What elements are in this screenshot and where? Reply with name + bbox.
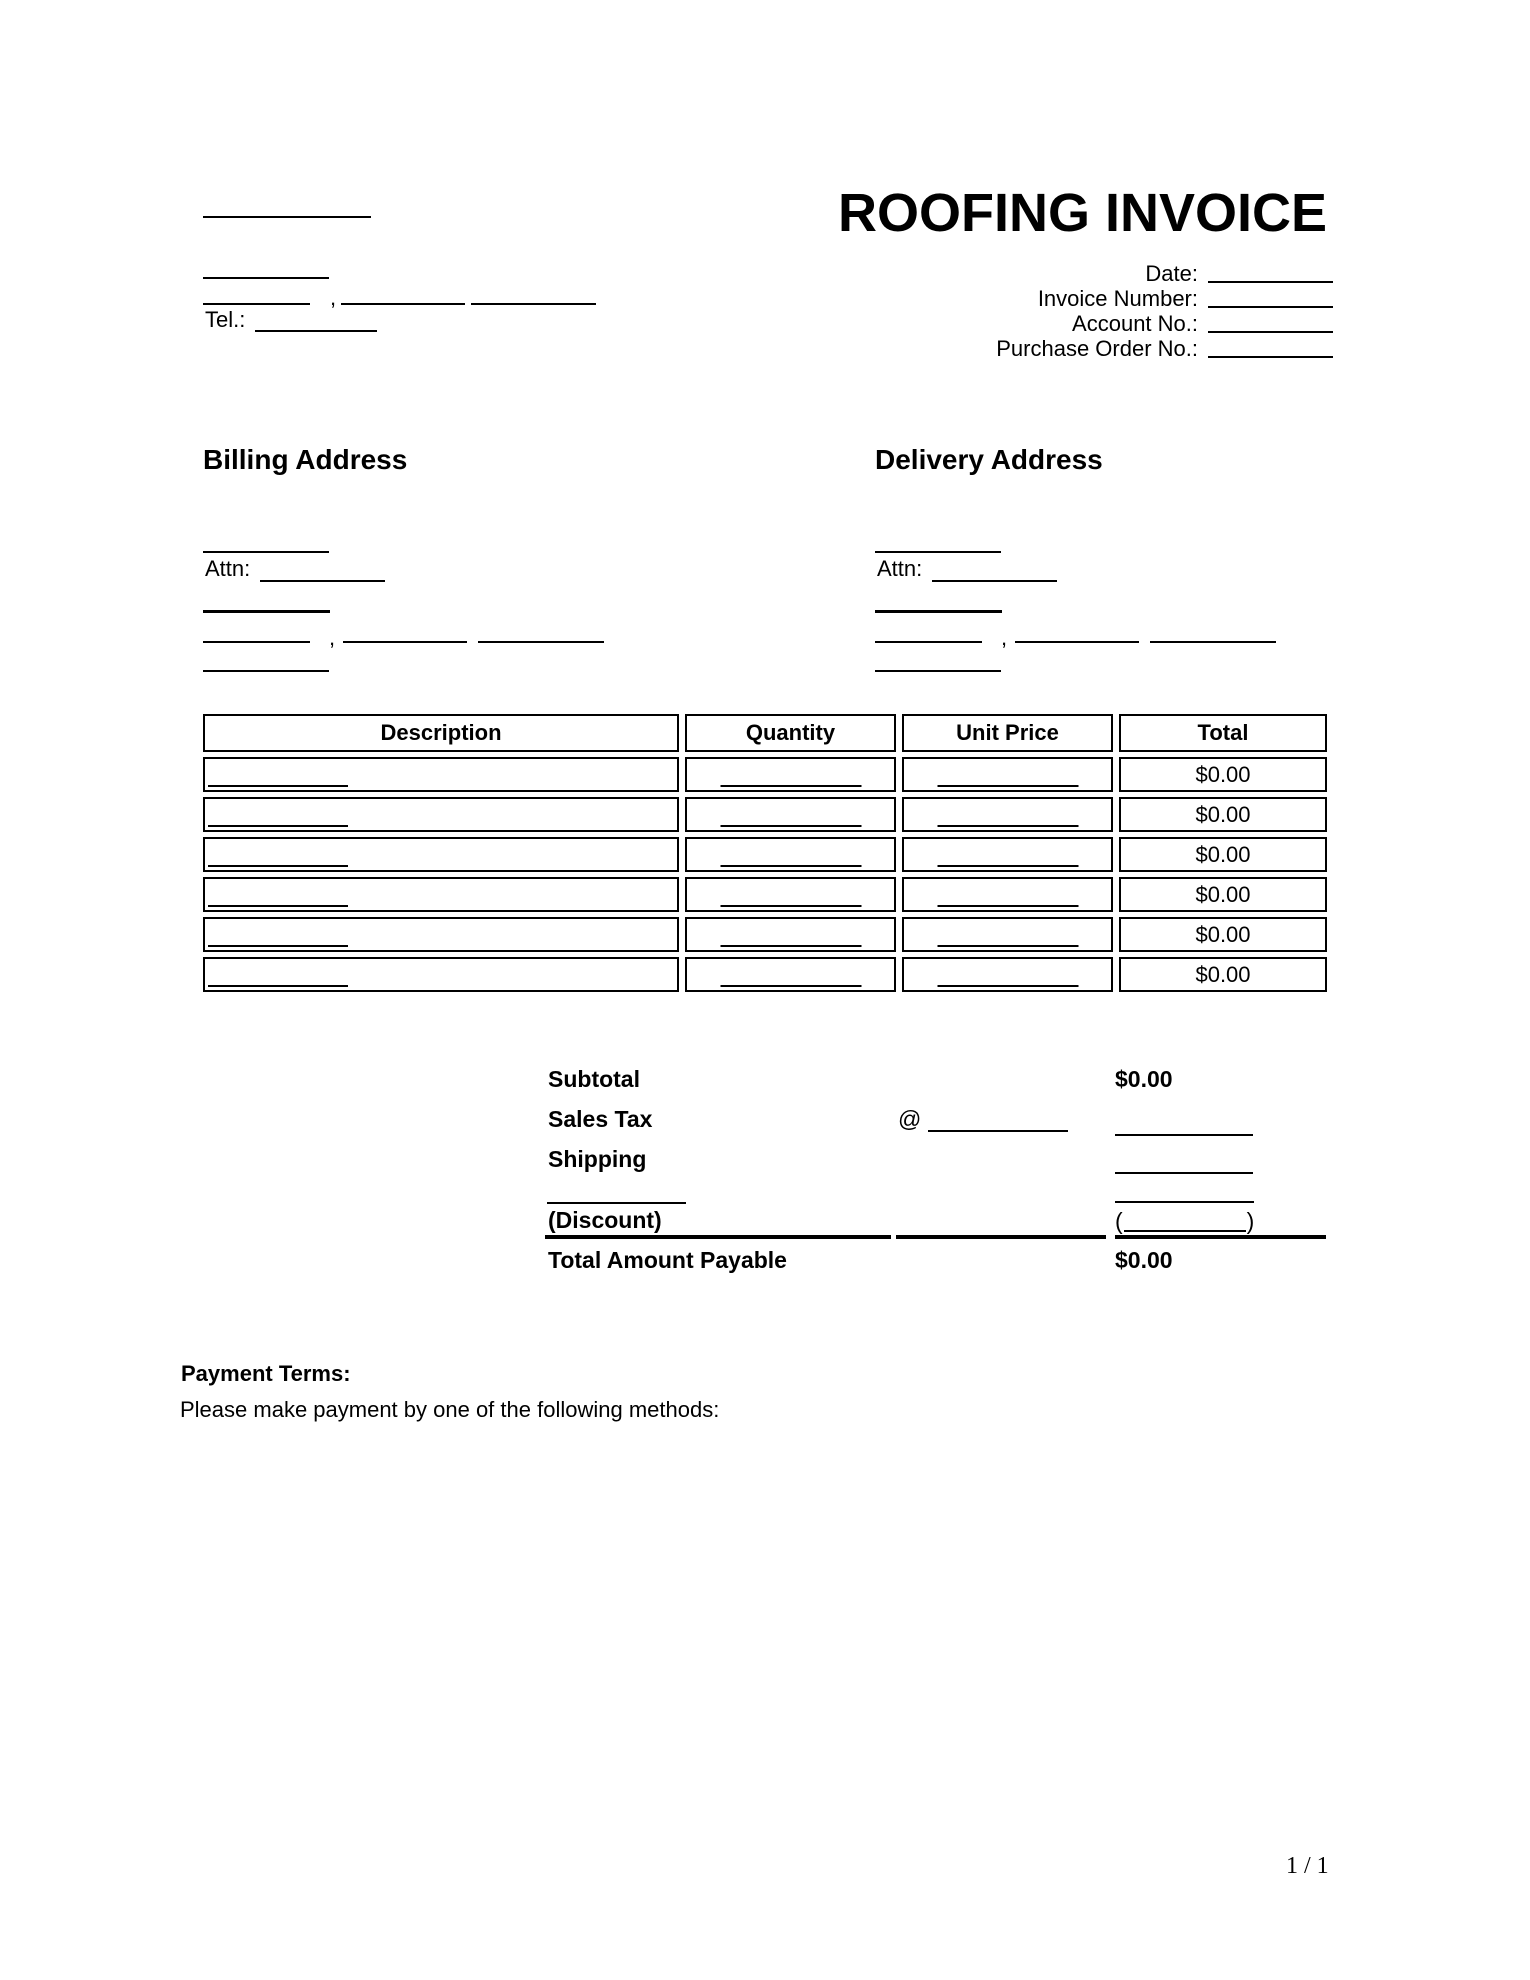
unit-price-input-line[interactable] [937, 825, 1078, 827]
delivery-street-input-line[interactable] [875, 610, 1002, 613]
row-total-value: $0.00 [1195, 961, 1251, 987]
shipping-amount-input-line[interactable] [1115, 1172, 1253, 1174]
billing-address-block [203, 443, 683, 683]
tel-input-line[interactable] [255, 330, 377, 332]
table-row-2-unit-price-cell[interactable] [902, 797, 1113, 832]
page-title: ROOFING INVOICE [837, 183, 1327, 243]
payment-terms-instruction: Please make payment by one of the following methods: [180, 1397, 720, 1422]
company-name-input-line[interactable] [203, 216, 371, 218]
delivery-address-block [875, 443, 1355, 683]
billing-state-input-line[interactable] [343, 641, 467, 643]
invoice-number-input-line[interactable] [1208, 306, 1333, 308]
table-row-6-quantity-cell[interactable] [685, 957, 896, 992]
table-row-6-unit-price-cell[interactable] [902, 957, 1113, 992]
totals-divider-segment-2 [896, 1235, 1106, 1239]
row-total-value: $0.00 [1195, 921, 1251, 947]
subtotal-value: $0.00 [1115, 1066, 1173, 1092]
company-city-input-line[interactable] [203, 303, 310, 305]
table-row-4-unit-price-cell[interactable] [902, 877, 1113, 912]
billing-address-heading: Billing Address [203, 444, 408, 475]
billing-zip-input-line[interactable] [478, 641, 604, 643]
description-input-line[interactable] [208, 945, 348, 947]
table-row-5-total-cell [1119, 917, 1327, 952]
sales-tax-label: Sales Tax [548, 1106, 653, 1132]
unit-price-input-line[interactable] [937, 985, 1078, 987]
table-row-1-unit-price-cell[interactable] [902, 757, 1113, 792]
shipping-label: Shipping [548, 1146, 647, 1172]
table-row-4-total-cell [1119, 877, 1327, 912]
quantity-input-line[interactable] [720, 865, 861, 867]
description-input-line[interactable] [208, 825, 348, 827]
date-label: Date: [1145, 261, 1198, 286]
delivery-country-input-line[interactable] [875, 670, 1001, 672]
table-row-5-description-cell[interactable] [203, 917, 679, 952]
table-row-4-description-cell[interactable] [203, 877, 679, 912]
page-number: 1 / 1 [1286, 1853, 1329, 1879]
table-row-1-quantity-cell[interactable] [685, 757, 896, 792]
table-row-4-quantity-cell[interactable] [685, 877, 896, 912]
account-no-input-line[interactable] [1208, 331, 1333, 333]
discount-label: (Discount) [548, 1207, 662, 1233]
description-input-line[interactable] [208, 865, 348, 867]
company-city-comma: , [330, 285, 337, 310]
table-row-2-quantity-cell[interactable] [685, 797, 896, 832]
company-zip-input-line[interactable] [471, 303, 596, 305]
description-input-line[interactable] [208, 905, 348, 907]
unit-price-input-line[interactable] [937, 945, 1078, 947]
row-total-value: $0.00 [1195, 841, 1251, 867]
table-row-1-description-cell[interactable] [203, 757, 679, 792]
subtotal-label: Subtotal [548, 1066, 640, 1092]
invoice-number-label: Invoice Number: [1037, 286, 1198, 311]
unit-price-input-line[interactable] [937, 905, 1078, 907]
quantity-input-line[interactable] [720, 785, 861, 787]
table-row-5-unit-price-cell[interactable] [902, 917, 1113, 952]
delivery-state-input-line[interactable] [1015, 641, 1139, 643]
invoice-number-field-row [1038, 286, 1333, 312]
table-row-2-total-cell [1119, 797, 1327, 832]
table-row-2-description-cell[interactable] [203, 797, 679, 832]
table-row-1-total-cell [1119, 757, 1327, 792]
row-total-value: $0.00 [1195, 881, 1251, 907]
table-header-description [203, 714, 679, 752]
discount-amount-field [1115, 1207, 1254, 1235]
table-row-5-quantity-cell[interactable] [685, 917, 896, 952]
delivery-zip-input-line[interactable] [1150, 641, 1276, 643]
table-row-3-total-cell [1119, 837, 1327, 872]
billing-company-input-line[interactable] [203, 551, 329, 553]
delivery-company-input-line[interactable] [875, 551, 1001, 553]
company-state-input-line[interactable] [341, 303, 465, 305]
table-row-3-description-cell[interactable] [203, 837, 679, 872]
custom-charge-label-input-line[interactable] [547, 1202, 686, 1204]
purchase-order-field-row [996, 336, 1333, 362]
table-row-3-quantity-cell[interactable] [685, 837, 896, 872]
date-input-line[interactable] [1208, 281, 1333, 283]
table-header-quantity-label: Quantity [745, 720, 836, 745]
total-amount-payable-value: $0.00 [1115, 1247, 1173, 1273]
discount-amount-input-line[interactable] [1124, 1230, 1246, 1232]
quantity-input-line[interactable] [720, 985, 861, 987]
purchase-order-label: Purchase Order No.: [996, 336, 1198, 361]
items-table [203, 714, 1327, 992]
billing-street-input-line[interactable] [203, 610, 330, 613]
description-input-line[interactable] [208, 785, 348, 787]
purchase-order-input-line[interactable] [1208, 356, 1333, 358]
payment-terms-heading: Payment Terms: [181, 1361, 351, 1386]
row-total-value: $0.00 [1195, 761, 1251, 787]
sales-tax-rate-input-line[interactable] [928, 1130, 1068, 1132]
total-amount-payable-label: Total Amount Payable [548, 1247, 787, 1273]
unit-price-input-line[interactable] [937, 785, 1078, 787]
table-header-description-label: Description [380, 720, 502, 745]
delivery-attn-input-line[interactable] [932, 580, 1057, 582]
totals-divider-segment-1 [545, 1235, 891, 1239]
delivery-attn-label: Attn: [877, 556, 923, 581]
unit-price-input-line[interactable] [937, 865, 1078, 867]
table-header-unit-price [902, 714, 1113, 752]
description-input-line[interactable] [208, 985, 348, 987]
table-header-unit-price-label: Unit Price [956, 720, 1059, 745]
custom-charge-amount-input-line[interactable] [1115, 1201, 1254, 1203]
table-header-total-label: Total [1197, 720, 1249, 745]
quantity-input-line[interactable] [720, 905, 861, 907]
delivery-city-comma: , [1001, 625, 1008, 650]
account-no-label: Account No.: [1072, 311, 1198, 336]
account-no-field-row [1072, 311, 1333, 337]
date-field-row [1145, 261, 1333, 287]
billing-attn-input-line[interactable] [260, 580, 385, 582]
table-row-6-description-cell[interactable] [203, 957, 679, 992]
company-street-input-line[interactable] [203, 277, 329, 279]
billing-country-input-line[interactable] [203, 670, 329, 672]
sales-tax-amount-input-line[interactable] [1115, 1134, 1253, 1136]
discount-close-paren: ) [1246, 1208, 1255, 1234]
table-row-6-total-cell [1119, 957, 1327, 992]
quantity-input-line[interactable] [720, 825, 861, 827]
tel-label: Tel.: [205, 307, 246, 332]
billing-attn-label: Attn: [205, 556, 251, 581]
table-header-total [1119, 714, 1327, 752]
totals-divider-segment-3 [1115, 1235, 1326, 1239]
quantity-input-line[interactable] [720, 945, 861, 947]
billing-city-comma: , [329, 625, 336, 650]
table-row-3-unit-price-cell[interactable] [902, 837, 1113, 872]
sales-tax-at-symbol: @ [898, 1106, 922, 1132]
delivery-address-heading: Delivery Address [875, 444, 1103, 475]
billing-city-input-line[interactable] [203, 641, 310, 643]
row-total-value: $0.00 [1195, 801, 1251, 827]
table-header-quantity [685, 714, 896, 752]
discount-open-paren: ( [1115, 1208, 1123, 1234]
delivery-city-input-line[interactable] [875, 641, 982, 643]
